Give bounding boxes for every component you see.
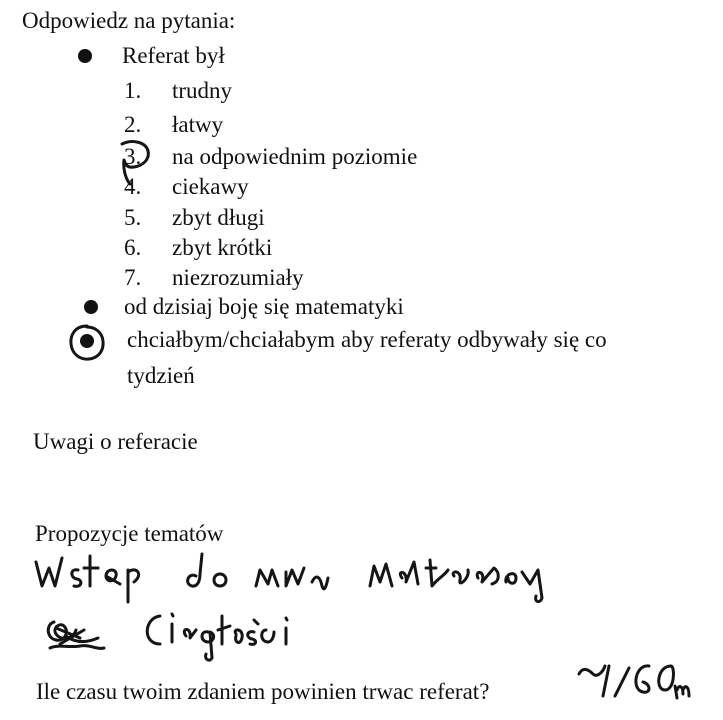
question-weekly-label[interactable]: chciałbym/chciałabym aby referaty odbywały się co <box>127 327 607 352</box>
question-fear-math-label[interactable]: od dzisiaj boję się matematyki <box>124 294 404 319</box>
handwritten-duration-answer <box>575 656 695 704</box>
option-label-niezrozumialy[interactable]: niezrozumiały <box>172 265 304 290</box>
handwritten-topic-2 <box>40 608 300 664</box>
option-number: 4. <box>124 174 142 199</box>
bullet <box>84 300 98 314</box>
option-label-zbyt-dlugi[interactable]: zbyt długi <box>172 205 265 230</box>
option-label-ciekawy[interactable]: ciekawy <box>172 174 249 199</box>
option-number: 2. <box>124 112 142 137</box>
page-title: Odpowiedz na pytania: <box>22 8 236 33</box>
question-weekly-label-continued: tydzień <box>127 363 195 388</box>
option-label-odpowiedni-poziom[interactable]: na odpowiednim poziomie <box>172 144 418 169</box>
remarks-label: Uwagi o referacie <box>33 429 198 454</box>
option-number: 5. <box>124 205 142 230</box>
bullet <box>78 49 92 63</box>
handwritten-topic-1 <box>30 548 570 608</box>
option-number: 6. <box>124 235 142 260</box>
option-label-trudny[interactable]: trudny <box>172 78 233 103</box>
selection-circle-mark <box>66 322 108 364</box>
option-label-latwy[interactable]: łatwy <box>172 112 224 137</box>
question-referat-label: Referat był <box>122 43 225 68</box>
selection-circle-mark <box>110 138 160 190</box>
topics-label: Propozycje tematów <box>35 521 224 546</box>
option-number: 1. <box>124 78 142 103</box>
duration-question-label: Ile czasu twoim zdaniem powinien trwac referat? <box>36 679 490 704</box>
option-label-zbyt-krotki[interactable]: zbyt krótki <box>172 235 273 260</box>
option-number: 7. <box>124 265 142 290</box>
option-number: 3. <box>124 144 142 169</box>
